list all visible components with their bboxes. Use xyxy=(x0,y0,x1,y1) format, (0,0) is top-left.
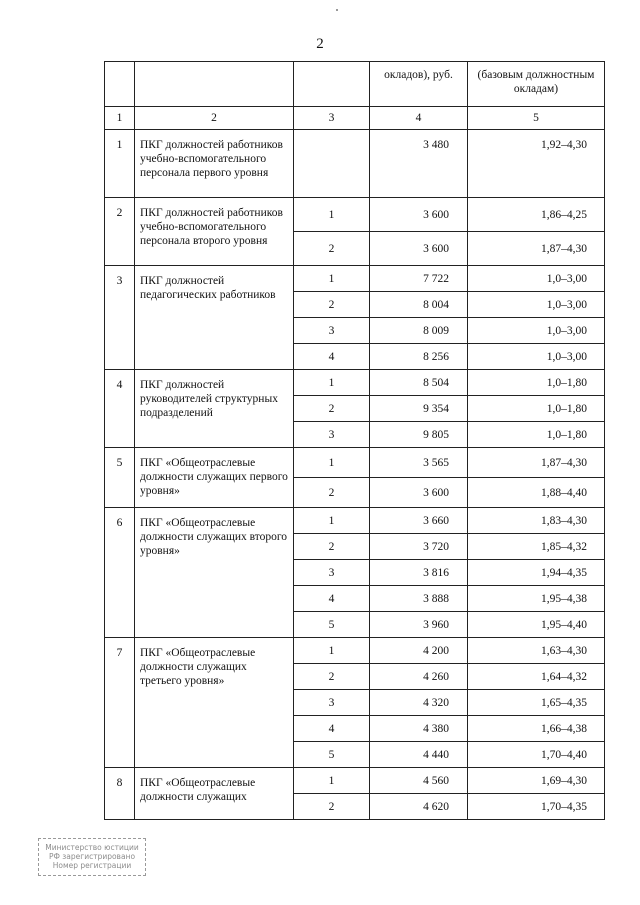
qualification-level: 2 xyxy=(294,664,370,690)
qualification-level: 2 xyxy=(294,478,370,508)
qualification-level: 1 xyxy=(294,768,370,794)
group-number: 3 xyxy=(105,266,135,370)
coefficient-range: 1,87–4,30 xyxy=(468,232,605,266)
table-row xyxy=(105,370,605,396)
group-number: 8 xyxy=(105,768,135,820)
coefficient-range: 1,0–3,00 xyxy=(468,266,605,292)
base-salary: 3 600 xyxy=(370,232,468,266)
qualification-level: 2 xyxy=(294,396,370,422)
base-salary: 3 565 xyxy=(370,448,468,478)
coefficient-range: 1,70–4,35 xyxy=(468,794,605,820)
qualification-level: 1 xyxy=(294,266,370,292)
group-name: ПКГ «Общеотраслевые должности служащих xyxy=(135,768,294,820)
base-salary: 3 600 xyxy=(370,198,468,232)
group-name: ПКГ должностей руководителей структурных подразделений xyxy=(135,370,294,448)
salary-table xyxy=(104,61,605,820)
base-salary: 4 620 xyxy=(370,794,468,820)
column-number: 4 xyxy=(370,107,468,130)
page-number: 2 xyxy=(316,36,324,52)
qualification-level: 3 xyxy=(294,422,370,448)
base-salary: 4 380 xyxy=(370,716,468,742)
group-name: ПКГ «Общеотраслевые должности служащих второго уровня» xyxy=(135,508,294,638)
base-salary: 8 504 xyxy=(370,370,468,396)
base-salary: 4 440 xyxy=(370,742,468,768)
group-name: ПКГ должностей работников учебно-вспомогательного персонала первого уровня xyxy=(135,130,294,198)
coefficient-range: 1,95–4,40 xyxy=(468,612,605,638)
group-number: 4 xyxy=(105,370,135,448)
group-number: 7 xyxy=(105,638,135,768)
column-number: 2 xyxy=(135,107,294,130)
table-row xyxy=(105,768,605,794)
qualification-level: 5 xyxy=(294,612,370,638)
base-salary: 3 888 xyxy=(370,586,468,612)
coefficient-range: 1,0–1,80 xyxy=(468,370,605,396)
coefficient-range: 1,92–4,30 xyxy=(468,130,605,198)
coefficient-range: 1,63–4,30 xyxy=(468,638,605,664)
table-row xyxy=(105,198,605,232)
group-name: ПКГ должностей педагогических работников xyxy=(135,266,294,370)
qualification-level: 3 xyxy=(294,318,370,344)
coefficient-range: 1,65–4,35 xyxy=(468,690,605,716)
base-salary: 4 200 xyxy=(370,638,468,664)
qualification-level: 4 xyxy=(294,716,370,742)
coefficient-range: 1,94–4,35 xyxy=(468,560,605,586)
coefficient-range: 1,70–4,40 xyxy=(468,742,605,768)
coefficient-range: 1,87–4,30 xyxy=(468,448,605,478)
base-salary: 3 480 xyxy=(370,130,468,198)
coefficient-range: 1,95–4,38 xyxy=(468,586,605,612)
header-cell-4: окладов), руб. xyxy=(370,62,468,107)
base-salary: 4 560 xyxy=(370,768,468,794)
table-row xyxy=(105,448,605,478)
qualification-level: 1 xyxy=(294,638,370,664)
group-name: ПКГ «Общеотраслевые должности служащих первого уровня» xyxy=(135,448,294,508)
base-salary: 4 260 xyxy=(370,664,468,690)
qualification-level: 5 xyxy=(294,742,370,768)
table-row xyxy=(105,638,605,664)
coefficient-range: 1,0–1,80 xyxy=(468,422,605,448)
base-salary: 8 256 xyxy=(370,344,468,370)
coefficient-range: 1,0–3,00 xyxy=(468,344,605,370)
coefficient-range: 1,66–4,38 xyxy=(468,716,605,742)
header-cell-3 xyxy=(294,62,370,107)
group-number: 1 xyxy=(105,130,135,198)
group-number: 6 xyxy=(105,508,135,638)
base-salary: 3 720 xyxy=(370,534,468,560)
qualification-level: 3 xyxy=(294,560,370,586)
qualification-level: 2 xyxy=(294,292,370,318)
base-salary: 3 816 xyxy=(370,560,468,586)
qualification-level xyxy=(294,130,370,198)
column-number-row xyxy=(105,107,605,130)
column-number: 5 xyxy=(468,107,605,130)
qualification-level: 1 xyxy=(294,370,370,396)
coefficient-range: 1,0–1,80 xyxy=(468,396,605,422)
header-cell-1 xyxy=(105,62,135,107)
group-number: 2 xyxy=(105,198,135,266)
base-salary: 9 354 xyxy=(370,396,468,422)
table-row xyxy=(105,266,605,292)
column-number: 3 xyxy=(294,107,370,130)
table-header-row xyxy=(105,62,605,107)
scan-speck xyxy=(336,9,338,11)
table-row xyxy=(105,508,605,534)
base-salary: 9 805 xyxy=(370,422,468,448)
qualification-level: 1 xyxy=(294,508,370,534)
base-salary: 8 009 xyxy=(370,318,468,344)
qualification-level: 1 xyxy=(294,448,370,478)
coefficient-range: 1,64–4,32 xyxy=(468,664,605,690)
base-salary: 3 960 xyxy=(370,612,468,638)
qualification-level: 4 xyxy=(294,344,370,370)
coefficient-range: 1,86–4,25 xyxy=(468,198,605,232)
group-number: 5 xyxy=(105,448,135,508)
base-salary: 8 004 xyxy=(370,292,468,318)
header-cell-5: (базовым должностным окладам) xyxy=(468,62,605,107)
coefficient-range: 1,88–4,40 xyxy=(468,478,605,508)
coefficient-range: 1,83–4,30 xyxy=(468,508,605,534)
registration-stamp: Министерство юстиции РФ зарегистрировано Номер регистрации xyxy=(38,838,146,876)
base-salary: 7 722 xyxy=(370,266,468,292)
base-salary: 4 320 xyxy=(370,690,468,716)
column-number: 1 xyxy=(105,107,135,130)
base-salary: 3 660 xyxy=(370,508,468,534)
qualification-level: 1 xyxy=(294,198,370,232)
qualification-level: 2 xyxy=(294,794,370,820)
qualification-level: 2 xyxy=(294,232,370,266)
qualification-level: 2 xyxy=(294,534,370,560)
header-cell-2 xyxy=(135,62,294,107)
coefficient-range: 1,0–3,00 xyxy=(468,318,605,344)
qualification-level: 3 xyxy=(294,690,370,716)
base-salary: 3 600 xyxy=(370,478,468,508)
group-name: ПКГ «Общеотраслевые должности служащих третьего уровня» xyxy=(135,638,294,768)
coefficient-range: 1,69–4,30 xyxy=(468,768,605,794)
coefficient-range: 1,85–4,32 xyxy=(468,534,605,560)
qualification-level: 4 xyxy=(294,586,370,612)
coefficient-range: 1,0–3,00 xyxy=(468,292,605,318)
salary-table-body xyxy=(105,62,605,820)
group-name: ПКГ должностей работников учебно-вспомогательного персонала второго уровня xyxy=(135,198,294,266)
table-row xyxy=(105,130,605,198)
